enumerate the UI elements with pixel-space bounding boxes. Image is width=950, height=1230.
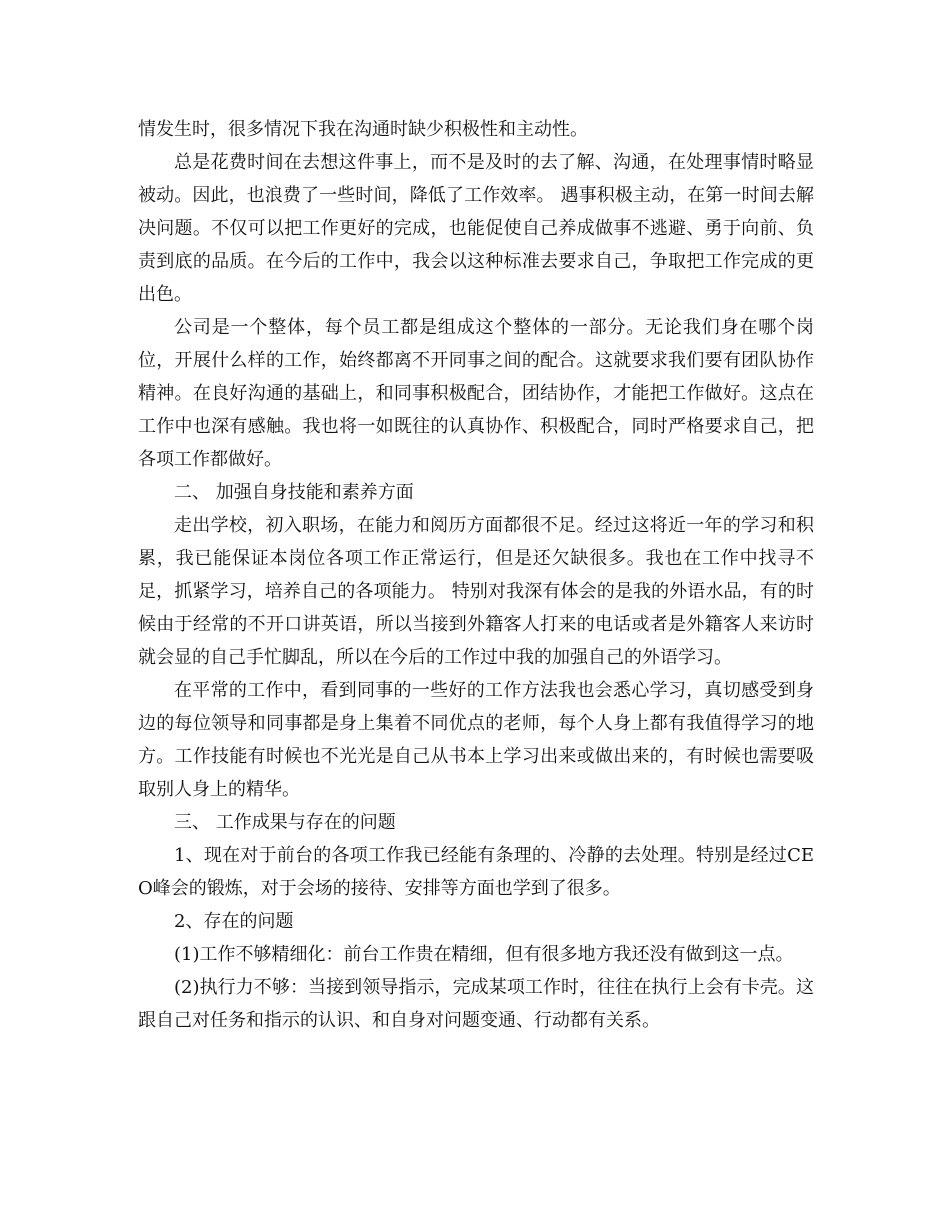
document-body [138, 113, 814, 1037]
section-heading-skills: 二、 加强自身技能和素养方面 [174, 482, 414, 503]
paragraph-problem-1: (1)工作不够精细化：前台工作贵在精细，但有很多地方我还没有做到这一点。 [174, 944, 794, 965]
paragraph-result-1: 1、现在对于前台的各项工作我已经能有条理的、冷静的去处理。特别是经过CEO峰会的锻炼，对于会场的接待、安排等方面也学到了很多。 [138, 845, 814, 899]
section-heading-results: 三、 工作成果与存在的问题 [174, 812, 396, 833]
paragraph-learning: 走出学校，初入职场，在能力和阅历方面都很不足。经过这将近一年的学习和积累，我已能保证本岗位各项工作正常运行，但是还欠缺很多。我也在工作中找寻不足，抓紧学习，培养自己的各项能力。 特别对我深有体会的是我的外语水品，有的时候由于经常的不开口讲英语，所以当接到外籍客人打来的电话或者是外籍客人来访时就会显的自己手忙脚乱，所以在今后的工作过中我的加强自己的外语学习。 [138, 515, 814, 668]
paragraph-proactive: 总是花费时间在去想这件事上，而不是及时的去了解、沟通，在处理事情时略显被动。因此，也浪费了一些时间，降低了工作效率。 遇事积极主动，在第一时间去解决问题。不仅可以把工作更好的完成，也能促使自己养成做事不逃避、勇于向前、负责到底的品质。在今后的工作中，我会以这种标准去要求自己，争取把工作完成的更出色。 [138, 152, 814, 305]
paragraph-colleagues: 在平常的工作中，看到同事的一些好的工作方法我也会悉心学习，真切感受到身边的每位领导和同事都是身上集着不同优点的老师，每个人身上都有我值得学习的地方。工作技能有时候也不光光是自己从书本上学习出来或做出来的，有时候也需要吸取别人身上的精华。 [138, 680, 814, 800]
paragraph-problem-2: (2)执行力不够：当接到领导指示，完成某项工作时，往往在执行上会有卡壳。这跟自己对任务和指示的认识、和自身对问题变通、行动都有关系。 [138, 977, 814, 1031]
paragraph-continuation: 情发生时，很多情况下我在沟通时缺少积极性和主动性。 [138, 119, 588, 140]
paragraph-teamwork: 公司是一个整体，每个员工都是组成这个整体的一部分。无论我们身在哪个岗位，开展什么样的工作，始终都离不开同事之间的配合。这就要求我们要有团队协作精神。在良好沟通的基础上，和同事积极配合，团结协作，才能把工作做好。这点在工作中也深有感触。我也将一如既往的认真协作、积极配合，同时严格要求自己，把各项工作都做好。 [138, 317, 814, 470]
paragraph-problems-title: 2、存在的问题 [174, 911, 294, 932]
